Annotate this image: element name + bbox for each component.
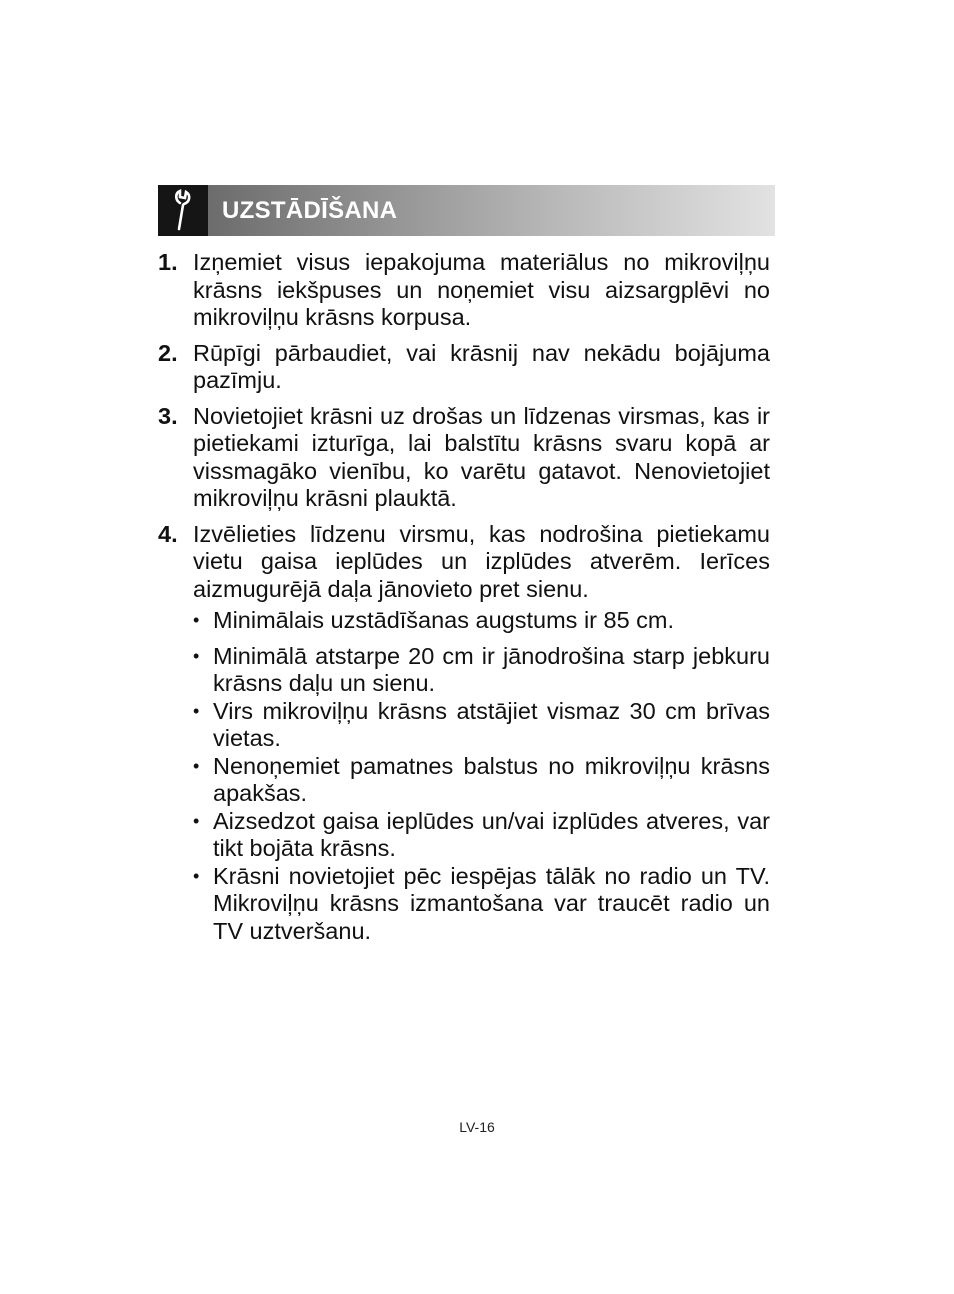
bullet-text: Virs mikroviļņu krāsns atstājiet vismaz 30 cm brīvas vietas. — [213, 697, 770, 751]
page-number: LV-16 — [459, 1119, 495, 1135]
step-number: 1. — [158, 249, 178, 275]
bullet-text: Nenoņemiet pamatnes balstus no mikroviļņu krāsns apakšas. — [213, 752, 770, 806]
step-text: Izņemiet visus iepakojuma materiālus no mikroviļņu krāsns iekšpuses un noņemiet visu aizsargplēvi no mikroviļņu krāsns korpusa. — [193, 249, 770, 330]
step-number: 4. — [158, 520, 178, 547]
list-item — [193, 753, 770, 808]
step-number: 2. — [158, 339, 178, 366]
step-number: 3. — [158, 402, 178, 429]
step-text: Izvēlieties līdzenu virsmu, kas nodrošina pietiekamu vietu gaisa ieplūdes un izplūdes atverēm. Ierīces aizmugurējā daļa jānovieto pret sienu. — [193, 520, 770, 602]
list-item — [193, 698, 770, 753]
header-icon-box — [158, 185, 208, 236]
bullet-symbol: • — [193, 645, 200, 666]
step-item — [158, 403, 770, 513]
step-item — [158, 521, 770, 604]
step-text: Novietojiet krāsni uz drošas un līdzenas virsmas, kas ir pietiekami izturīga, lai balstītu krāsns svaru kopā ar vissmagāko vienību, ko varētu gatavot. Nenovietojiet mikroviļņu krāsni plauktā. — [193, 402, 770, 511]
list-item — [193, 863, 770, 946]
bullet-symbol: • — [193, 610, 200, 630]
wrench-icon — [171, 189, 195, 233]
bullet-text: Minimālā atstarpe 20 cm ir jānodrošina starp jebkuru krāsns daļu un sienu. — [213, 642, 770, 696]
step-item — [158, 340, 770, 395]
list-item — [193, 808, 770, 863]
list-item — [193, 643, 770, 698]
step-text: Rūpīgi pārbaudiet, vai krāsnij nav nekādu bojājuma pazīmju. — [193, 339, 770, 393]
bullet-text: Aizsedzot gaisa ieplūdes un/vai izplūdes atveres, var tikt bojāta krāsns. — [213, 807, 770, 861]
list-item — [193, 607, 770, 635]
bullet-text: Minimālais uzstādīšanas augstums ir 85 cm. — [213, 607, 675, 633]
step-item — [158, 249, 770, 332]
bullet-symbol: • — [193, 700, 200, 721]
installation-steps — [158, 249, 770, 945]
section-title: UZSTĀDĪŠANA — [222, 196, 398, 224]
bullet-symbol: • — [193, 755, 200, 776]
bullet-text: Krāsni novietojiet pēc iespējas tālāk no radio un TV. Mikroviļņu krāsns izmantošana var traucēt radio un TV uztveršanu. — [213, 862, 770, 944]
bullet-symbol: • — [193, 865, 200, 886]
section-header — [158, 185, 775, 236]
requirements-list — [193, 607, 770, 945]
bullet-symbol: • — [193, 810, 200, 831]
